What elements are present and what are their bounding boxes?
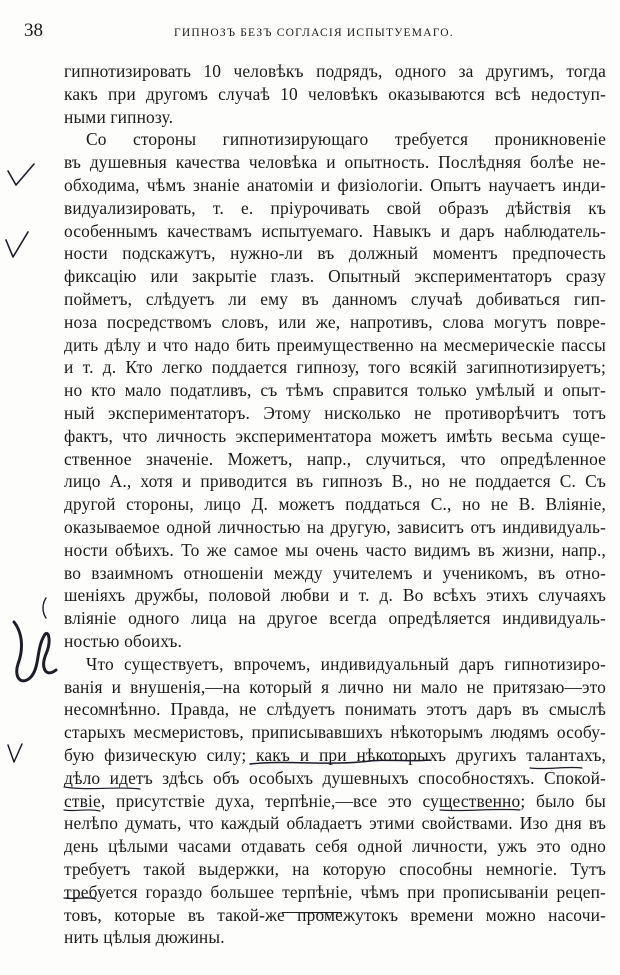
- text-line: Что существуетъ, впрочемъ, индивидуальный даръ гипнотизиро-: [86, 653, 606, 674]
- text-line: требуетъ такой выдержки, на которую способны немногіе. Тутъ: [64, 859, 606, 879]
- text-line: требуется гораздо большее терпѣніе, чѣмъ при прописываніи рецеп-: [64, 881, 606, 902]
- text-line: день цѣлыми часами отдавать себя одной личности, ужъ это одно: [64, 836, 606, 857]
- text-line: оказываемое одной личностью на другую, зависитъ отъ индивидуаль-: [64, 517, 606, 537]
- text-line: особеннымъ качествамъ испытуемаго. Навыкъ и даръ наблюдатель-: [64, 220, 606, 241]
- text-line: ности подскажутъ, нужно-ли въ должный моментъ предпочесть: [64, 243, 606, 264]
- text-line: ствіе, присутствіе духа, терпѣніе,—все это существенно; было бы: [64, 790, 606, 811]
- section-separator-rule: [282, 912, 342, 913]
- text-line: во взаимномъ отношеніи между учителемъ и ученикомъ, въ отно-: [64, 562, 606, 583]
- text-line: несомнѣнно. Правда, не слѣдуетъ понимать этотъ даръ въ смыслѣ: [64, 699, 606, 720]
- running-head: ГИПНОЗЪ БЕЗЪ СОГЛАСІЯ ИСПЫТУЕМАГО.: [174, 27, 454, 39]
- page-number: 38: [24, 20, 43, 41]
- text-line: ноза посредствомъ словъ, или же, напротивъ, слова могутъ повре-: [64, 311, 606, 332]
- text-line: шеніяхъ дружбы, половой любви и т. д. Во всѣхъ этихъ случаяхъ: [64, 585, 606, 606]
- page-header: [24, 20, 590, 44]
- text-line: какъ при другомъ случаѣ 10 человѣкъ оказываются всѣ недоступ-: [64, 83, 606, 104]
- bracket-mark: [43, 598, 46, 618]
- text-line: фактъ, что личность экспериментатора можетъ имѣть весьма суще-: [64, 425, 606, 446]
- text-line: другой стороны, лицо Д. можетъ поддаться С., но не В. Вліяніе,: [64, 494, 606, 515]
- text-line: гипнотизировать 10 человѣкъ подрядъ, одного за другимъ, тогда: [64, 61, 606, 81]
- text-line: дить дѣлу и что надо бить преимущественно на месмерическіе пассы: [64, 334, 606, 355]
- text-line: ными гипнозу.: [64, 106, 174, 127]
- text-line: ванія и внушенія,—на который я лично ни мало не притязаю—это: [64, 676, 606, 697]
- text-line: въ душевныя качества человѣка и опытность. Послѣдняя болѣе не-: [64, 152, 606, 173]
- text-line: дѣло идетъ здѣсь объ особыхъ душевныхъ способностяхъ. Спокой-: [64, 767, 606, 788]
- text-line: но кто мало податливъ, съ тѣмъ справится только умѣлый и опыт-: [64, 380, 606, 401]
- check-mark-2: [6, 232, 28, 257]
- text-line: старыхъ месмеристовъ, приписывавшихъ нѣкоторымъ людямъ особу-: [64, 722, 606, 743]
- text-line: нить цѣлыя дюжины.: [64, 927, 225, 948]
- text-line: обходима, чѣмъ знаніе анатоміи и физіологіи. Опытъ научаетъ инди-: [64, 175, 606, 195]
- scribble-mark: [14, 622, 56, 681]
- text-line: нелѣпо думать, что каждый обладаетъ этими свойствами. Изо дня въ: [64, 813, 606, 834]
- text-line: пойметъ, слѣдуетъ ли ему въ данномъ случаѣ добиваться гип-: [64, 289, 606, 309]
- text-line: ностью обоихъ.: [64, 631, 183, 651]
- text-line: ности обѣихъ. То же самое мы очень часто видимъ въ жизни, напр.,: [64, 539, 606, 560]
- text-line: и т. д. Кто легко поддается гипнозу, того всякій загипнотизируетъ;: [64, 357, 606, 378]
- text-line: фиксацію или закрытіе глазъ. Опытный экспериментаторъ сразу: [64, 266, 606, 287]
- text-line: вліяніе одного лица на другое всегда опредѣляется индивидуаль-: [64, 608, 606, 629]
- check-mark-1: [8, 164, 34, 185]
- text-line: бую физическую силу; какъ и при нѣкоторыхъ другихъ талантахъ,: [64, 745, 606, 765]
- check-mark-3: [8, 744, 22, 762]
- text-line: видуализировать, т. е. пріурочивать свой образъ дѣйствія къ: [64, 197, 606, 218]
- text-line: товъ, которые въ такой-же промежутокъ времени можно насочи-: [64, 904, 606, 925]
- text-line: ственное значеніе. Можетъ, напр., случиться, что опредѣленное: [64, 448, 606, 469]
- text-line: лицо А., хотя и приводится въ гипнозъ В., но не поддается С. Съ: [64, 471, 606, 492]
- text-line: Со стороны гипнотизирующаго требуется проникновеніе: [86, 129, 606, 150]
- text-line: ный экспериментаторъ. Этому нисколько не противорѣчитъ тотъ: [64, 403, 606, 423]
